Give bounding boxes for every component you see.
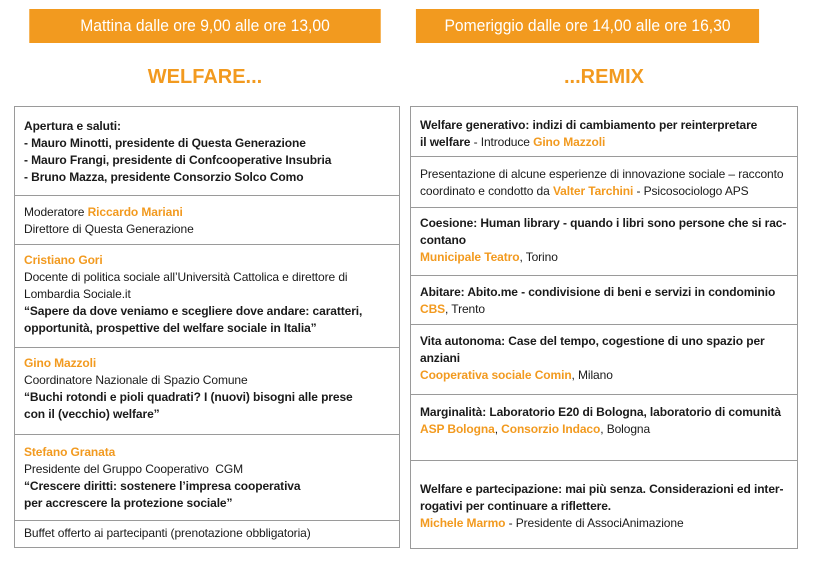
speaker-granata-role: Presidente del Gruppo Cooperativo CGM <box>24 462 243 476</box>
moderator-name: Riccardo Mariani <box>87 205 183 219</box>
housing-city: , Trento <box>445 302 485 316</box>
speaker-mazzoli-talk-2: con il (vecchio) welfare” <box>24 407 160 421</box>
participation-speaker <box>420 515 789 532</box>
buffet-text: Buffet offerto ai partecipanti (prenotazione obbligatoria) <box>24 526 311 540</box>
experiences-text-2 <box>420 183 789 200</box>
generative-welfare-intro <box>420 134 789 151</box>
opening-speaker-1: - Mauro Minotti, presidente di Questa Generazione <box>24 136 306 150</box>
speaker-gori-role-2: Lombardia Sociale.it <box>24 287 131 301</box>
speaker-gori-cell <box>15 245 399 348</box>
speaker-gori-talk-1: “Sapere da dove veniamo e scegliere dove andare: caratteri, <box>24 304 363 318</box>
participation-cell <box>411 461 797 549</box>
speaker-mazzoli-talk-1: “Buchi rotondi e pioli quadrati? I (nuovi) bisogni alle prese <box>24 390 353 404</box>
speaker-granata-cell <box>15 435 399 521</box>
autonomy-org-name: Cooperativa sociale Comin <box>420 368 572 382</box>
autonomy-org <box>420 367 789 384</box>
cohesion-title-1: Coesione: Human library - quando i libri sono persone che si rac- <box>420 216 787 230</box>
speaker-mazzoli-role: Coordinatore Nazionale di Spazio Comune <box>24 373 248 387</box>
cohesion-org <box>420 249 789 266</box>
participation-title-1: Welfare e partecipazione: mai più senza. Considerazioni ed inter- <box>420 482 784 496</box>
cohesion-city: , Torino <box>519 250 558 264</box>
intro-speaker-name: Gino Mazzoli <box>533 135 606 149</box>
moderator-line <box>24 204 391 221</box>
speaker-granata-talk-2: per accrescere la protezione sociale” <box>24 496 233 510</box>
marginality-org-2: Consorzio Indaco <box>501 422 601 436</box>
housing-org <box>420 301 789 318</box>
morning-program <box>14 106 400 548</box>
autonomy-title-2: anziani <box>420 351 460 365</box>
speaker-mazzoli-name: Gino Mazzoli <box>24 356 97 370</box>
opening-speaker-2: - Mauro Frangi, presidente di Confcooperative Insubria <box>24 153 332 167</box>
marginality-separator: , <box>494 422 502 436</box>
generative-welfare-cell <box>411 107 797 157</box>
afternoon-header <box>416 9 759 43</box>
cohesion-title-2: contano <box>420 233 466 247</box>
cohesion-cell <box>411 208 797 276</box>
generative-welfare-title: Welfare generativo: indizi di cambiamento per reinterpretare <box>420 118 758 132</box>
speaker-granata-talk-1: “Crescere diritti: sostenere l’impresa cooperativa <box>24 479 301 493</box>
experiences-conductor-role: - Psicosociologo APS <box>633 184 749 198</box>
experiences-text-1: Presentazione di alcune esperienze di innovazione sociale – racconto <box>420 167 784 181</box>
marginality-title: Marginalità: Laboratorio E20 di Bologna, laboratorio di comunità <box>420 405 781 419</box>
autonomy-city: , Milano <box>571 368 613 382</box>
speaker-gori-name: Cristiano Gori <box>24 253 103 267</box>
opening-title: Apertura e saluti: <box>24 119 121 133</box>
housing-cell <box>411 276 797 325</box>
participation-speaker-role: - Presidente di AssociAnimazione <box>505 516 684 530</box>
afternoon-header-label: Pomeriggio dalle ore 14,00 alle ore 16,30 <box>444 16 731 35</box>
opening-cell <box>15 107 399 196</box>
experiences-cell <box>411 157 797 208</box>
housing-title: Abitare: Abito.me - condivisione di beni e servizi in condominio <box>420 285 776 299</box>
speaker-mazzoli-cell <box>15 348 399 435</box>
moderator-role: Direttore di Questa Generazione <box>24 222 194 236</box>
morning-header-label: Mattina dalle ore 9,00 alle ore 13,00 <box>80 16 330 35</box>
moderator-prefix: Moderatore <box>24 205 88 219</box>
participation-title-2: rogativi per continuare a riflettere. <box>420 499 612 513</box>
autonomy-title-1: Vita autonoma: Case del tempo, cogestione di uno spazio per <box>420 334 765 348</box>
autonomy-cell <box>411 325 797 395</box>
marginality-org-1: ASP Bologna <box>420 422 495 436</box>
generative-welfare-title-end: il welfare <box>420 135 471 149</box>
intro-label: - Introduce <box>470 135 534 149</box>
experiences-conductor-label: coordinato e condotto da <box>420 184 553 198</box>
speaker-gori-role-1: Docente di politica sociale all’Università Cattolica e direttore di <box>24 270 348 284</box>
cohesion-org-name: Municipale Teatro <box>420 250 520 264</box>
morning-header <box>29 9 380 43</box>
marginality-cell <box>411 395 797 461</box>
speaker-gori-talk-2: opportunità, prospettive del welfare sociale in Italia” <box>24 321 317 335</box>
participation-speaker-name: Michele Marmo <box>420 516 506 530</box>
afternoon-program <box>410 106 798 549</box>
experiences-conductor-name: Valter Tarchini <box>552 184 634 198</box>
speaker-granata-name: Stefano Granata <box>24 445 116 459</box>
marginality-orgs <box>420 421 789 438</box>
remix-section-title: ...REMIX <box>563 66 644 88</box>
welfare-section-title: WELFARE... <box>147 66 263 88</box>
housing-org-name: CBS <box>420 302 446 316</box>
moderator-cell <box>15 196 399 245</box>
opening-speaker-3: - Bruno Mazza, presidente Consorzio Solco Como <box>24 170 304 184</box>
marginality-city: , Bologna <box>600 422 651 436</box>
buffet-cell <box>15 521 399 548</box>
